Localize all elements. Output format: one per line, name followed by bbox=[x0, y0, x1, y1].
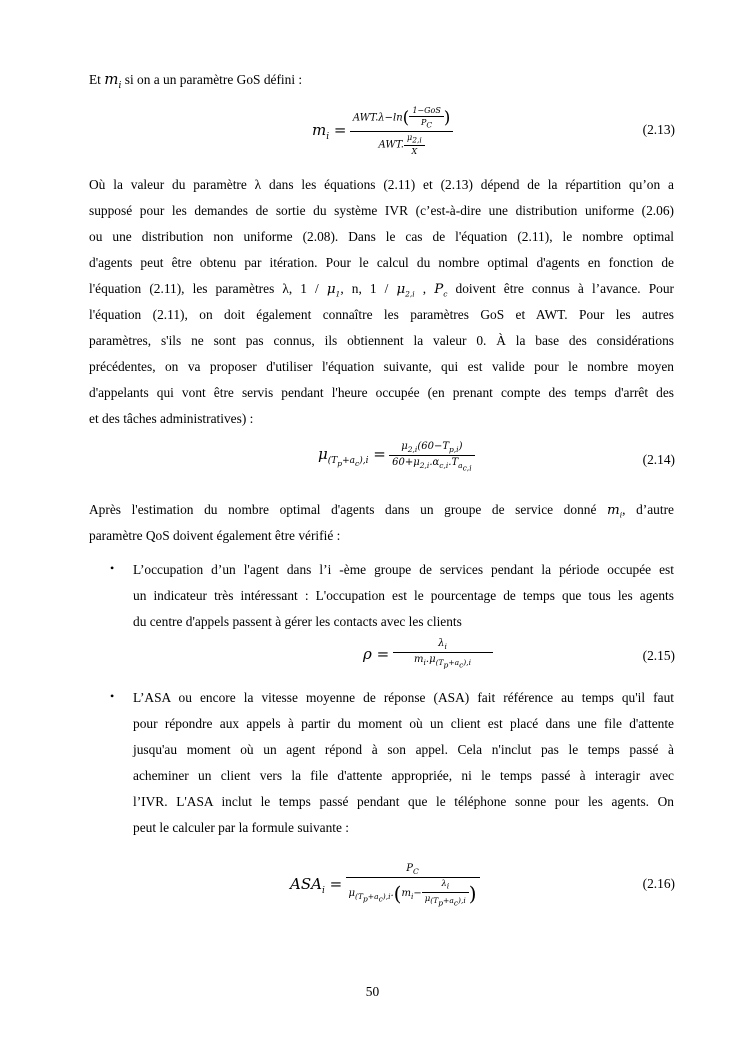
paragraph-1 bbox=[89, 172, 674, 432]
eq-fraction: $P_C$ $\mu_{(T_p+a_c),i}.(m_i-$ $\frac{\lambda_i}{\mu_{(T_p+a_c),i}}$ ) bbox=[346, 863, 480, 908]
paragraph-line: Où la valeur du paramètre λ dans les équations (2.11) et (2.13) dépend de la répartition qu’on a bbox=[89, 177, 674, 192]
bullet-marker: • bbox=[110, 689, 115, 703]
bullet-line: jusqu'au moment où un agent répond à son appel. Cela n'inclut pas le temps passé à bbox=[133, 742, 674, 757]
eq-lhs: $\mu_{(T_p+a_c),i}$ = bbox=[318, 445, 386, 469]
bullet-marker: • bbox=[110, 561, 115, 575]
eq-fraction: $\frac{\mu_{2,i}(60-T_{p,i})}{60+\mu_{2,i}.\alpha_{c,i}.T_{a_{c,i}}}$ bbox=[389, 441, 474, 473]
equation-2-14 bbox=[318, 441, 475, 473]
equation-2-13 bbox=[312, 106, 453, 156]
bullet-1-text bbox=[133, 557, 674, 635]
equation-number-2-13: (2.13) bbox=[642, 122, 675, 137]
paragraph-line: l'équation (2.11), on doit également connaître les paramètres GoS et AWT. Pour les autres bbox=[89, 307, 674, 322]
paragraph-line: Après l'estimation du nombre optimal d'agents dans un groupe de service donné $m_i$, d’autre bbox=[89, 502, 674, 520]
bullet-line: du centre d'appels passent à gérer les contacts avec les clients bbox=[133, 614, 462, 629]
bullet-line: L’ASA ou encore la vitesse moyenne de réponse (ASA) fait référence au temps qu'il faut bbox=[133, 690, 674, 705]
equation-2-16 bbox=[290, 863, 480, 908]
paragraph-2 bbox=[89, 497, 674, 549]
eq-fraction: AWT.λ−ln( $\frac{\text{1−GoS}}{P_C}$ ) AWT. $\frac{\mu_{2,i}}{X}$ bbox=[350, 106, 454, 156]
paragraph-line: précédentes, on va proposer d'utiliser l'équation suivante, qui est valide pour le nombre moyen bbox=[89, 359, 674, 374]
bullet-line: pour répondre aux appels à partir du moment où un client est placé dans une file d'attente bbox=[133, 716, 674, 731]
paragraph-line: d'appelants qui vont être servis pendant l'heure occupée (en prenant compte des temps d'arrêt des bbox=[89, 385, 674, 400]
equation-2-15 bbox=[363, 638, 493, 670]
paragraph-line: ou une distribution non uniforme (2.08). Dans le cas de l'équation (2.11), le nombre optimal bbox=[89, 229, 674, 244]
paragraph-line: et des tâches administratives) : bbox=[89, 411, 254, 426]
m-i-symbol: $m_i$ bbox=[104, 70, 122, 91]
bullet-2-text bbox=[133, 685, 674, 841]
bullet-line: acheminer un client vers la file d'attente appropriée, ni le temps passé à interagir avec bbox=[133, 768, 674, 783]
paragraph-line: paramètre QoS doivent également être vérifié : bbox=[89, 528, 341, 543]
eq-lhs: ρ = bbox=[363, 644, 390, 663]
equation-number-2-15: (2.15) bbox=[642, 648, 675, 663]
equation-number-2-16: (2.16) bbox=[642, 876, 675, 891]
bullet-line: un indicateur très intéressant : L'occupation est le pourcentage de temps que tous les agents bbox=[133, 588, 674, 603]
paragraph-line: supposé pour les demandes de sortie du système IVR (c’est-à-dire une distribution uniforme (2.06) bbox=[89, 203, 674, 218]
equation-number-2-14: (2.14) bbox=[642, 452, 675, 467]
eq-lhs: $m_i$ = bbox=[312, 120, 347, 142]
intro-line bbox=[89, 66, 674, 92]
eq-lhs: $ASA_i$ = bbox=[290, 874, 343, 896]
bullet-line: L’occupation d’un l'agent dans l’i -ème groupe de services pendant la période occupée est bbox=[133, 562, 674, 577]
intro-text: Et bbox=[89, 72, 101, 87]
intro-text-after: si on a un paramètre GoS défini : bbox=[121, 72, 303, 87]
paragraph-line: paramètres, s'ils ne sont pas connus, ils obtiennent la valeur 0. À la base des considérations bbox=[89, 333, 674, 348]
paragraph-line: d'agents peut être obtenu par itération. Pour le calcul du nombre optimal d'agents en fonction de bbox=[89, 255, 674, 270]
bullet-line: peut le calculer par la formule suivante : bbox=[133, 820, 350, 835]
eq-fraction: $\frac{\lambda_i}{m_i.\mu_{(T_p+a_c),i}}$ bbox=[393, 638, 493, 670]
bullet-line: l’IVR. L'ASA inclut le temps passé pendant que le téléphone sonne pour les agents. On bbox=[133, 794, 674, 809]
page-number: 50 bbox=[365, 984, 380, 999]
paragraph-line: l'équation (2.11), les paramètres λ, $1 / \mu_1$, n, $1 / \mu_{2,i}$ , $P_c$ doivent être connus à l’avance. Pour bbox=[89, 281, 675, 299]
